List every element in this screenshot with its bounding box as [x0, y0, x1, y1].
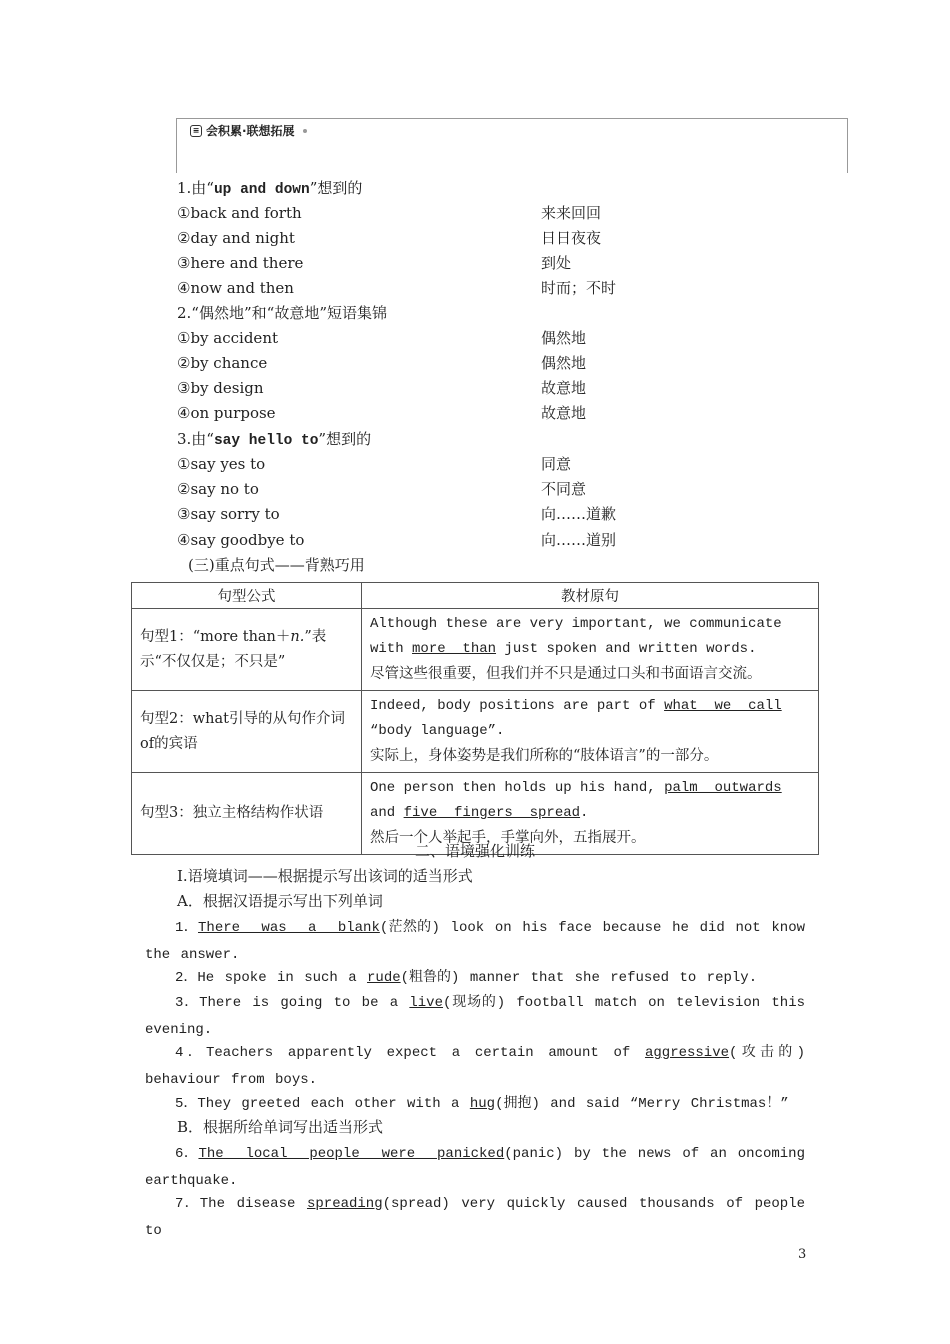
phrase-item: ①by accident [177, 329, 279, 347]
pattern-formula: 句型1：“more than＋n.”表示“不仅仅是；不只是” [132, 609, 362, 691]
sentence-pattern-table [131, 582, 819, 855]
phrase-item: ②say no to [177, 480, 259, 498]
table-row [132, 609, 819, 691]
pattern-formula: 句型3：独立主格结构作状语 [132, 773, 362, 855]
phrase-meaning: 同意 [541, 455, 572, 473]
exercise-item: 6．The local people were panicked(panic) by the news of an oncoming earthquake. [145, 1146, 805, 1189]
exercise-item: 5．They greeted each other with a hug(拥抱) and said “Merry Christmas！” [175, 1096, 789, 1112]
example-sentence: One person then holds up his hand, palm outwards and five fingers spread. 然后一个人举起手，手掌向外，五指展开。 [362, 773, 819, 855]
dot-icon [303, 129, 307, 133]
phrase-meaning: 时而；不时 [541, 279, 617, 297]
phrase-meaning: 不同意 [541, 480, 587, 498]
phrase-item: ①say yes to [177, 455, 266, 473]
phrase-item: ③say sorry to [177, 505, 280, 523]
exercise-item: 2．He spoke in such a rude(粗鲁的) manner that she refused to reply. [175, 970, 758, 986]
section-header [188, 122, 313, 139]
phrase-item: ④on purpose [177, 404, 276, 422]
part2-title: 二、语境强化训练 [414, 842, 535, 860]
phrase-meaning: 来来回回 [541, 204, 602, 222]
pattern-formula: 句型2：what引导的从句作介词of的宾语 [132, 691, 362, 773]
page-number: 3 [798, 1247, 807, 1262]
example-sentence: Indeed, body positions are part of what we call “body language”. 实际上，身体姿势是我们所称的“肢体语言”的一部分。 [362, 691, 819, 773]
phrase-item: ②by chance [177, 354, 268, 372]
section-header-label: 会积累·联想拓展 [206, 124, 295, 138]
book-icon: ≡ [190, 125, 202, 137]
exercise-item: 3．There is going to be a live(现场的) football match on television this evening. [145, 995, 806, 1038]
table-title: (三)重点句式——背熟巧用 [188, 556, 365, 574]
exercise-item: 7．The disease spreading(spread) very quickly caused thousands of people to [145, 1196, 806, 1239]
section3-title: 3.由“say hello to”想到的 [177, 430, 372, 449]
phrase-item: ③by design [177, 379, 264, 397]
partA-title: A．根据汉语提示写出下列单词 [177, 892, 383, 910]
table-row [132, 691, 819, 773]
phrase-item: ③here and there [177, 254, 304, 272]
phrase-meaning: 故意地 [541, 379, 587, 397]
phrase-item: ④now and then [177, 279, 294, 297]
phrase-meaning: 偶然地 [541, 354, 587, 372]
partB-title: B．根据所给单词写出适当形式 [177, 1118, 384, 1136]
phrase-item: ④say goodbye to [177, 531, 305, 549]
phrase-meaning: 向……道别 [541, 531, 617, 549]
section2-title: 2.“偶然地”和“故意地”短语集锦 [177, 304, 387, 322]
phrase-meaning: 日日夜夜 [541, 229, 602, 247]
phrase-meaning: 向……道歉 [541, 505, 617, 523]
exercise-item: 4．Teachers apparently expect a certain amount of aggressive(攻击的) behaviour from boys. [145, 1045, 806, 1088]
table-header-row [132, 583, 819, 609]
exercise-item: 1．There was a blank(茫然的) look on his face because he did not know the answer. [145, 920, 806, 963]
phrase-item: ②day and night [177, 229, 295, 247]
column-header: 句型公式 [132, 583, 362, 609]
section1-title: 1.由“up and down”想到的 [177, 179, 363, 198]
example-sentence: Although these are very important, we communicate with more than just spoken and written words. 尽管这些很重要，但我们并不只是通过口头和书面语言交流。 [362, 609, 819, 691]
phrase-meaning: 偶然地 [541, 329, 587, 347]
phrase-meaning: 到处 [541, 254, 572, 272]
phrase-meaning: 故意地 [541, 404, 587, 422]
phrase-item: ①back and forth [177, 204, 302, 222]
part2-subtitle: Ⅰ.语境填词——根据提示写出该词的适当形式 [177, 867, 473, 885]
column-header: 教材原句 [362, 583, 819, 609]
